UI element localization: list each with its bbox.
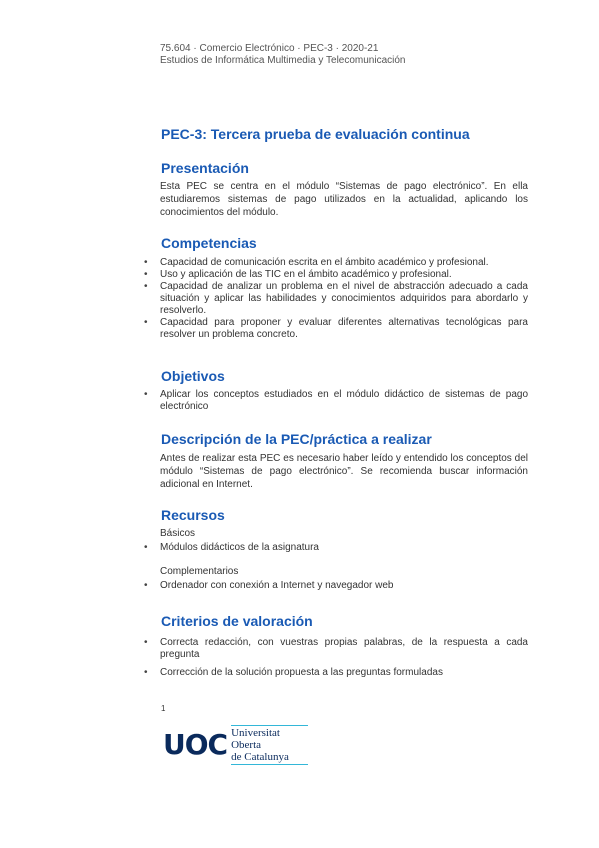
- list-item: • Ordenador con conexión a Internet y navegador web: [160, 580, 528, 592]
- header-studies-line: Estudios de Informática Multimedia y Telecomunicación: [160, 55, 406, 66]
- uoc-logo-line1: Universitat Oberta: [231, 727, 280, 751]
- list-item: • Capacidad de analizar un problema en el nivel de abstracción adecuado a cada situación y aplicar las habilidades y conocimientos adquiridos para abordarlo y resolverlo.: [160, 281, 528, 317]
- recursos-basicos-list: [160, 542, 528, 554]
- document-title: PEC-3: Tercera prueba de evaluación continua: [161, 126, 470, 142]
- descripcion-text: Antes de realizar esta PEC es necesario haber leído y entendido los conceptos del módulo “Sistemas de pago electrónico”. Se recomienda buscar información adicional en Internet.: [160, 453, 528, 490]
- recursos-complementarios-list: [160, 580, 528, 592]
- presentacion-heading: Presentación: [161, 160, 249, 176]
- recursos-basicos-label: Básicos: [160, 528, 196, 539]
- descripcion-heading: Descripción de la PEC/práctica a realizar: [161, 431, 432, 447]
- list-item: • Corrección de la solución propuesta a las preguntas formuladas: [160, 667, 528, 679]
- list-item: • Correcta redacción, con vuestras propias palabras, de la respuesta a cada pregunta: [160, 637, 528, 661]
- uoc-logo-text: [231, 725, 308, 765]
- page-number: 1: [161, 704, 166, 713]
- recursos-complementarios-label: Complementarios: [160, 566, 239, 577]
- criterios-list: [160, 637, 528, 685]
- document-header: [160, 43, 406, 67]
- uoc-logo: [163, 727, 308, 763]
- recursos-heading: Recursos: [161, 507, 225, 523]
- competencias-heading: Competencias: [161, 235, 257, 251]
- criterios-heading: Criterios de valoración: [161, 613, 313, 629]
- objetivos-list: [160, 389, 528, 413]
- competencias-list: [160, 257, 528, 341]
- list-item: • Módulos didácticos de la asignatura: [160, 542, 528, 554]
- objetivos-heading: Objetivos: [161, 368, 225, 384]
- uoc-logo-mark: UOC: [163, 728, 228, 761]
- header-course-line: 75.604 · Comercio Electrónico · PEC-3 · 2020-21: [160, 43, 379, 54]
- list-item: • Capacidad para proponer y evaluar diferentes alternativas tecnológicas para resolver un problema concreto.: [160, 317, 528, 341]
- presentacion-text: Esta PEC se centra en el módulo “Sistemas de pago electrónico”. En ella estudiaremos sistemas de pago utilizados en la actualidad, aplicando los conocimientos del módulo.: [160, 181, 528, 218]
- list-item: • Aplicar los conceptos estudiados en el módulo didáctico de sistemas de pago electrónico: [160, 389, 528, 413]
- list-item: • Uso y aplicación de las TIC en el ámbito académico y profesional.: [160, 269, 528, 281]
- list-item: • Capacidad de comunicación escrita en el ámbito académico y profesional.: [160, 257, 528, 269]
- uoc-logo-line2: de Catalunya: [231, 751, 289, 763]
